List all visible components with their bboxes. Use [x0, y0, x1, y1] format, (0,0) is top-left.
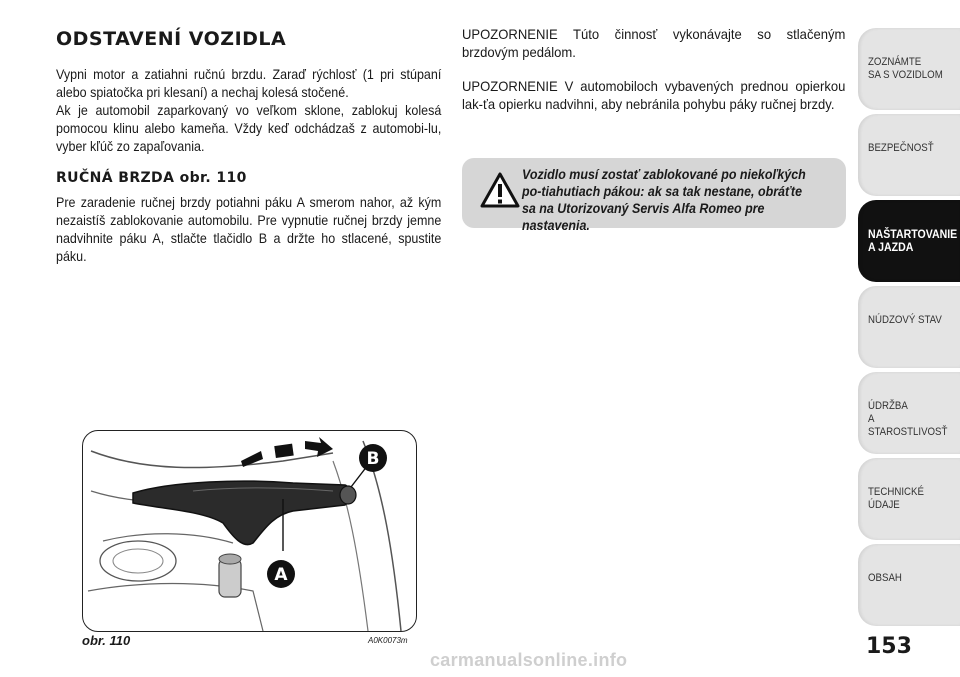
section-title: ODSTAVENÍ VOZIDLA [56, 28, 287, 50]
paragraph-handbrake: Pre zaradenie ručnej brzdy potiahni páku A smerom nahor, až kým nezaistíš zablokovanie automobilu. Pre vypnutie ručnej brzdy jemne nadvihnite páku A, stlačte tlačidlo B a držte ho stlacené, spustite páku. [56, 195, 442, 264]
warning-triangle-icon [480, 172, 520, 208]
nav-tab-contents[interactable] [858, 544, 960, 626]
figure-caption: obr. 110 [82, 633, 131, 648]
figure-code: A0K0073m [368, 636, 408, 645]
watermark: carmanualsonline.info [430, 650, 628, 670]
nav-tab-technical-data[interactable] [858, 458, 960, 540]
notice-brake-pedal: UPOZORNENIE Túto činnosť vykonávajte so stlačeným brzdovým pedálom. [462, 27, 846, 60]
figure-handbrake [82, 430, 417, 632]
chapter-nav [858, 28, 960, 624]
nav-tab-maintenance[interactable] [858, 372, 960, 454]
nav-tab-safety[interactable] [858, 114, 960, 196]
nav-tab-label: ÚDRŽBA A STAROSTLIVOSŤ [868, 400, 948, 438]
left-column [56, 28, 442, 266]
warning-box [462, 158, 846, 233]
warning-text: Vozidlo musí zostať zablokované po niekoľkých po-tiahutiach pákou: ak sa tak nestane, obráťte sa na Utorizovaný Servis Alfa Romeo pre nastavenia. [522, 167, 806, 233]
nav-tab-label: TECHNICKÉ ÚDAJE [868, 486, 924, 511]
label-b: B [366, 449, 380, 469]
nav-tab-label: OBSAH [868, 572, 902, 584]
subsection-title: RUČNÁ BRZDA obr. 110 [56, 170, 247, 186]
label-a: A [274, 565, 288, 585]
nav-tab-intro[interactable] [858, 28, 960, 110]
paragraph-parking-1: Vypni motor a zatiahni ručnú brzdu. Zaraď rýchlosť (1 pri stúpaní alebo spiatočka pri klesaní) a nechaj kolesá stočené. [56, 67, 442, 100]
nav-tab-label: NAŠTARTOVANIE A JAZDA [868, 227, 958, 254]
handbrake-illustration [83, 431, 416, 631]
notice-armrest: UPOZORNENIE V automobiloch vybavených prednou opierkou lak-ťa opierku nadvihni, aby nebránila pohybu páky ručnej brzdy. [462, 79, 846, 112]
nav-tab-label: BEZPEČNOSŤ [868, 142, 934, 154]
page-number: 153 [866, 634, 912, 659]
right-column [462, 26, 846, 114]
nav-tab-label: NÚDZOVÝ STAV [868, 314, 942, 326]
nav-tab-label: ZOZNÁMTE SA S VOZIDLOM [868, 56, 943, 81]
nav-tab-starting-driving[interactable] [858, 200, 960, 282]
paragraph-parking-2: Ak je automobil zaparkovaný vo veľkom sklone, zablokuj kolesá pomocou klinu alebo kameňa. Vždy keď odchádzaš z automobi-lu, vyber kľúč zo zapaľovania. [56, 103, 442, 154]
nav-tab-emergency[interactable] [858, 286, 960, 368]
